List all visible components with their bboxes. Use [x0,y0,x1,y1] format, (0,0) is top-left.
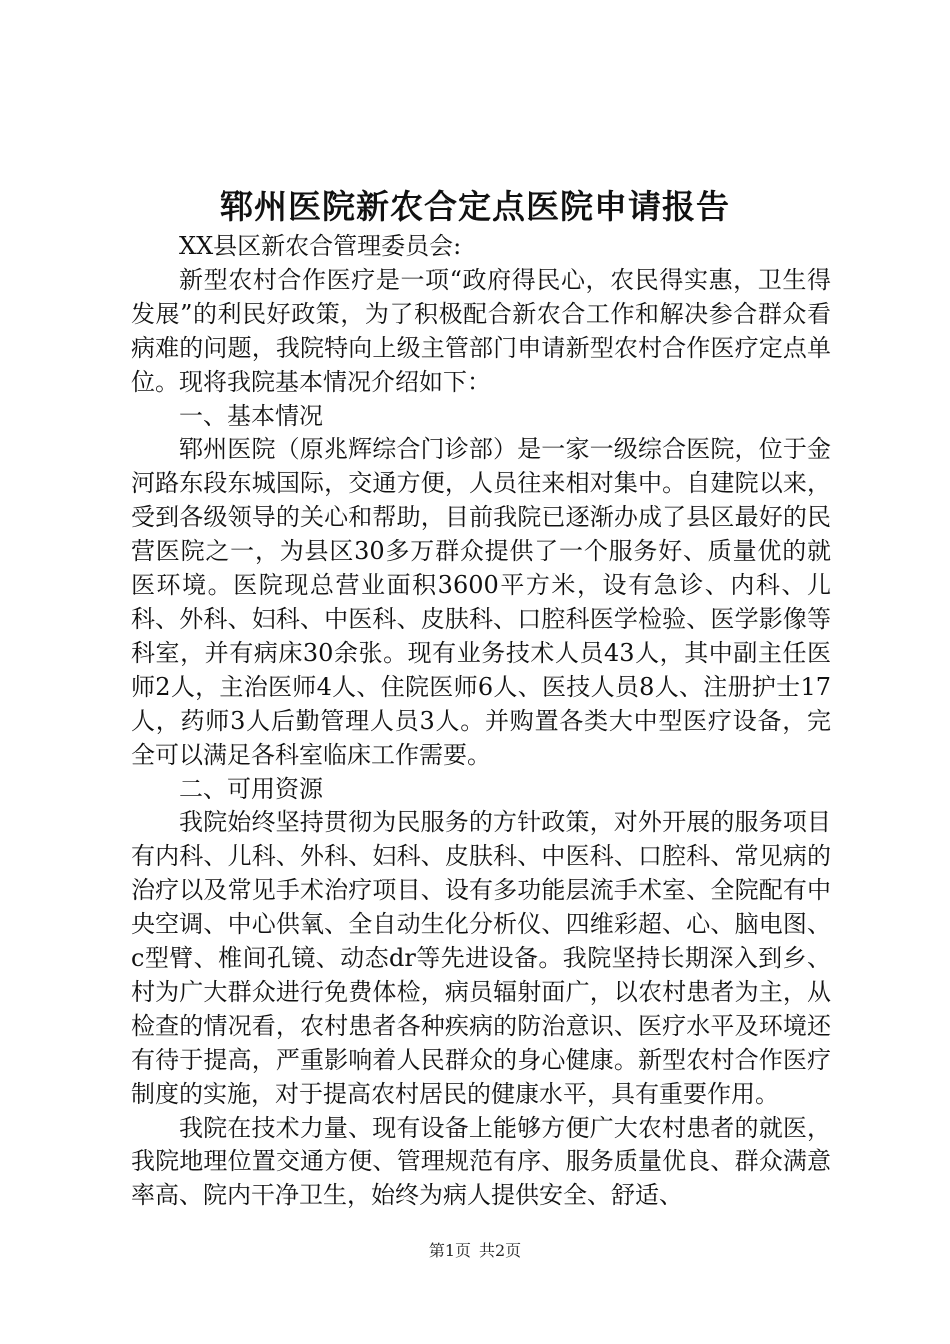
section-heading-resources: 二、可用资源 [179,774,323,803]
paragraph-intro: 新型农村合作医疗是一项“政府得民心，农民得实惠，卫生得发展”的利民好政策，为了积极配合新农合工作和解决参合群众看病难的问题，我院特向上级主管部门申请新型农村合作医疗定点单位。现将我院基本情况介绍如下： [131,265,831,396]
paragraph-advantages: 我院在技术力量、现有设备上能够方便广大农村患者的就医，我院地理位置交通方便、管理规范有序、服务质量优良、群众满意率高、院内干净卫生，始终为病人提供安全、舒适、 [131,1113,831,1210]
page-number: 第1页 [428,1241,471,1260]
page-footer [0,1240,950,1262]
document-body [131,230,831,1213]
paragraph-basic-info: 郓州医院（原兆辉综合门诊部）是一家一级综合医院，位于金河路东段东城国际，交通方便，人员往来相对集中。自建院以来，受到各级领导的关心和帮助，目前我院已逐渐办成了县区最好的民营医院之一，为县区30多万群众提供了一个服务好、质量优的就医环境。医院现总营业面积3600平方米，设有急诊、内科、儿科、外科、妇科、中医科、皮肤科、口腔科医学检验、医学影像等科室，并有病床30余张。现有业务技术人员43人，其中副主任医师2人，主治医师4人、住院医师6人、医技人员8人、注册护士17人，药师3人后勤管理人员3人。并购置各类大中型医疗设备，完全可以满足各科室临床工作需要。 [131,435,831,769]
section-heading-basic-info: 一、基本情况 [179,401,323,430]
paragraph-resources: 我院始终坚持贯彻为民服务的方针政策，对外开展的服务项目有内科、儿科、外科、妇科、皮肤科、中医科、口腔科、常见病的治疗以及常见手术治疗项目、设有多功能层流手术室、全院配有中央空调、中心供氧、全自动生化分析仪、四维彩超、心、脑电图、c型臂、椎间孔镜、动态dr等先进设备。我院坚持长期深入到乡、村为广大群众进行免费体检，病员辐射面广，以农村患者为主，从检查的情况看，农村患者各种疾病的防治意识、医疗水平及环境还有待于提高，严重影响着人民群众的身心健康。新型农村合作医疗制度的实施，对于提高农村居民的健康水平，具有重要作用。 [131,808,831,1108]
page-total: 共2页 [479,1241,522,1260]
document-title: 郓州医院新农合定点医院申请报告 [220,187,730,226]
salutation: XX县区新农合管理委员会: [179,232,462,260]
